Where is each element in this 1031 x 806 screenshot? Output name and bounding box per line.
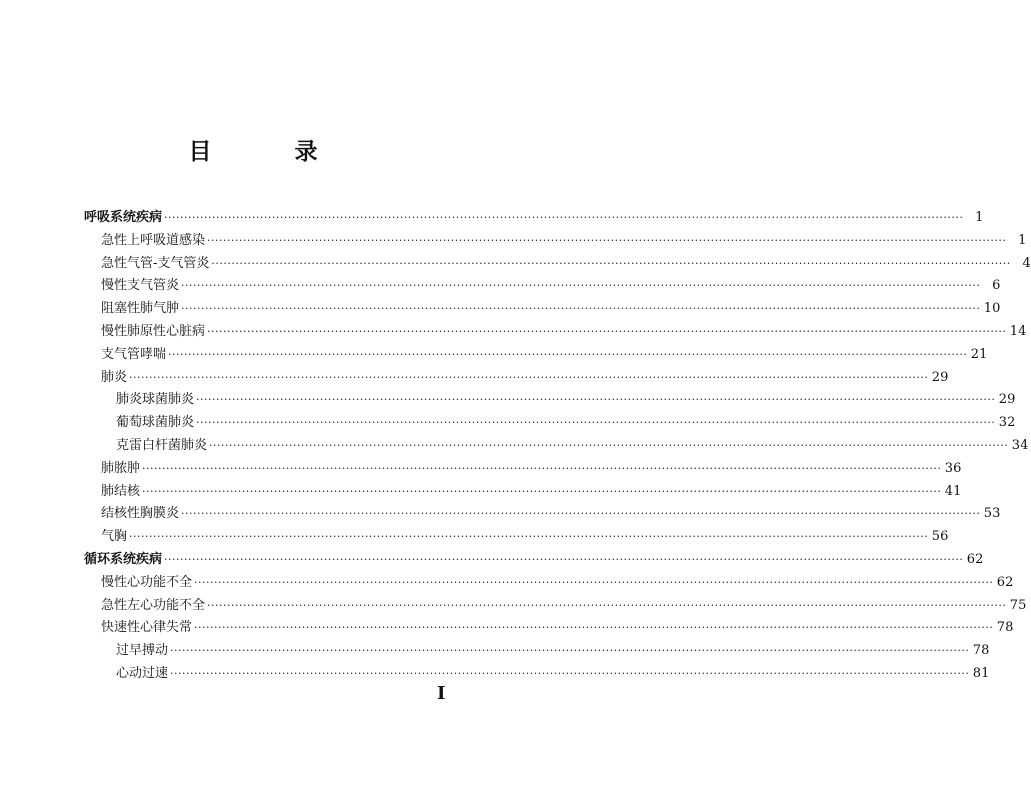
- dot-leader: ········································································································································································································: [181, 507, 981, 521]
- toc-section-heading: [84, 549, 984, 572]
- toc-entry-label: 急性气管-支气管炎: [101, 255, 210, 271]
- toc-entry-page-number: 81: [972, 665, 990, 681]
- dot-leader: ········································································································································································································: [181, 302, 981, 316]
- toc-entry: [84, 663, 990, 686]
- toc-entry-page-number: 62: [996, 574, 1014, 590]
- toc-entry-label: 过早搏动: [116, 643, 169, 659]
- toc-entry: [84, 389, 1016, 412]
- toc-entry-label: 结核性胸膜炎: [101, 506, 180, 522]
- toc-entry-label: 慢性心功能不全: [101, 574, 193, 590]
- toc-entry: [84, 458, 962, 481]
- dot-leader: ········································································································································································································: [168, 347, 968, 361]
- dot-leader: ········································································································································································································: [196, 393, 996, 407]
- page-number-marker: I: [437, 683, 446, 704]
- toc-entry: [84, 298, 1001, 321]
- toc-entry-label: 心动过速: [116, 665, 169, 681]
- toc-entry-label: 气胸: [101, 529, 128, 545]
- toc-entry-page-number: 29: [931, 369, 949, 385]
- table-of-contents: [84, 207, 1031, 686]
- toc-entry-label: 肺炎: [101, 369, 128, 385]
- toc-entry: [84, 412, 1016, 435]
- toc-entry-label: 慢性肺原性心脏病: [101, 323, 206, 339]
- dot-leader: ········································································································································································································: [164, 552, 964, 566]
- toc-entry-page-number: 75: [1009, 597, 1027, 613]
- toc-entry-label: 葡萄球菌肺炎: [116, 415, 195, 431]
- dot-leader: ········································································································································································································: [209, 438, 1009, 452]
- toc-entry: [84, 435, 1029, 458]
- toc-entry-page-number: 78: [972, 643, 990, 659]
- toc-entry-page-number: 6: [992, 278, 1001, 294]
- dot-leader: ········································································································································································································: [194, 621, 994, 635]
- toc-entry: [84, 640, 990, 663]
- toc-entry-page-number: 29: [998, 392, 1016, 408]
- toc-entry-page-number: 1: [975, 210, 984, 225]
- dot-leader: ········································································································································································································: [207, 324, 1007, 338]
- toc-entry-page-number: 21: [970, 346, 988, 362]
- dot-leader: ········································································································································································································: [207, 598, 1007, 612]
- dot-leader: ········································································································································································································: [129, 370, 929, 384]
- toc-entry: [84, 367, 949, 390]
- toc-entry-label: 支气管哮喘: [101, 346, 167, 362]
- toc-entry-page-number: 32: [998, 415, 1016, 431]
- dot-leader: ········································································································································································································: [211, 256, 1011, 270]
- toc-entry: [84, 526, 949, 549]
- toc-entry-label: 急性左心功能不全: [101, 597, 206, 613]
- toc-entry-page-number: 34: [1011, 437, 1029, 453]
- toc-entry-label: 呼吸系统疾病: [84, 210, 163, 225]
- toc-entry-page-number: 10: [983, 301, 1001, 317]
- toc-entry-label: 快速性心律失常: [101, 620, 193, 636]
- toc-entry-label: 阻塞性肺气肿: [101, 301, 180, 317]
- toc-section-heading: [84, 207, 984, 230]
- dot-leader: ········································································································································································································: [142, 461, 942, 475]
- dot-leader: ········································································································································································································: [164, 211, 964, 224]
- toc-entry: [84, 617, 1014, 640]
- toc-entry-page-number: 78: [996, 620, 1014, 636]
- toc-entry-page-number: 1: [1018, 232, 1027, 248]
- toc-entry-page-number: 41: [944, 483, 962, 499]
- toc-entry-page-number: 56: [931, 529, 949, 545]
- toc-entry-label: 循环系统疾病: [84, 551, 163, 567]
- dot-leader: ········································································································································································································: [170, 644, 970, 658]
- toc-entry: [84, 344, 988, 367]
- dot-leader: ········································································································································································································: [129, 530, 929, 544]
- toc-entry-label: 肺炎球菌肺炎: [116, 392, 195, 408]
- dot-leader: ········································································································································································································: [194, 575, 994, 589]
- dot-leader: ········································································································································································································: [196, 416, 996, 430]
- toc-entry-page-number: 4: [1022, 255, 1031, 271]
- toc-entry: [84, 595, 1027, 618]
- toc-entry-label: 克雷白杆菌肺炎: [116, 437, 208, 453]
- page-title: 目 录: [188, 138, 348, 165]
- toc-entry-label: 急性上呼吸道感染: [101, 232, 206, 248]
- toc-entry-page-number: 62: [966, 551, 984, 567]
- dot-leader: ········································································································································································································: [170, 666, 970, 680]
- toc-entry: [84, 481, 962, 504]
- toc-entry-label: 肺脓肿: [101, 460, 141, 476]
- dot-leader: ········································································································································································································: [207, 233, 1007, 247]
- toc-entry: [84, 321, 1027, 344]
- toc-entry: [84, 253, 1031, 276]
- dot-leader: ········································································································································································································: [142, 484, 942, 498]
- toc-entry-page-number: 14: [1009, 323, 1027, 339]
- dot-leader: ········································································································································································································: [181, 279, 981, 293]
- toc-entry-label: 肺结核: [101, 483, 141, 499]
- toc-entry: [84, 275, 1001, 298]
- toc-entry: [84, 230, 1027, 253]
- toc-entry: [84, 572, 1014, 595]
- toc-entry-page-number: 53: [983, 506, 1001, 522]
- toc-entry: [84, 503, 1001, 526]
- toc-entry-page-number: 36: [944, 460, 962, 476]
- toc-entry-label: 慢性支气管炎: [101, 278, 180, 294]
